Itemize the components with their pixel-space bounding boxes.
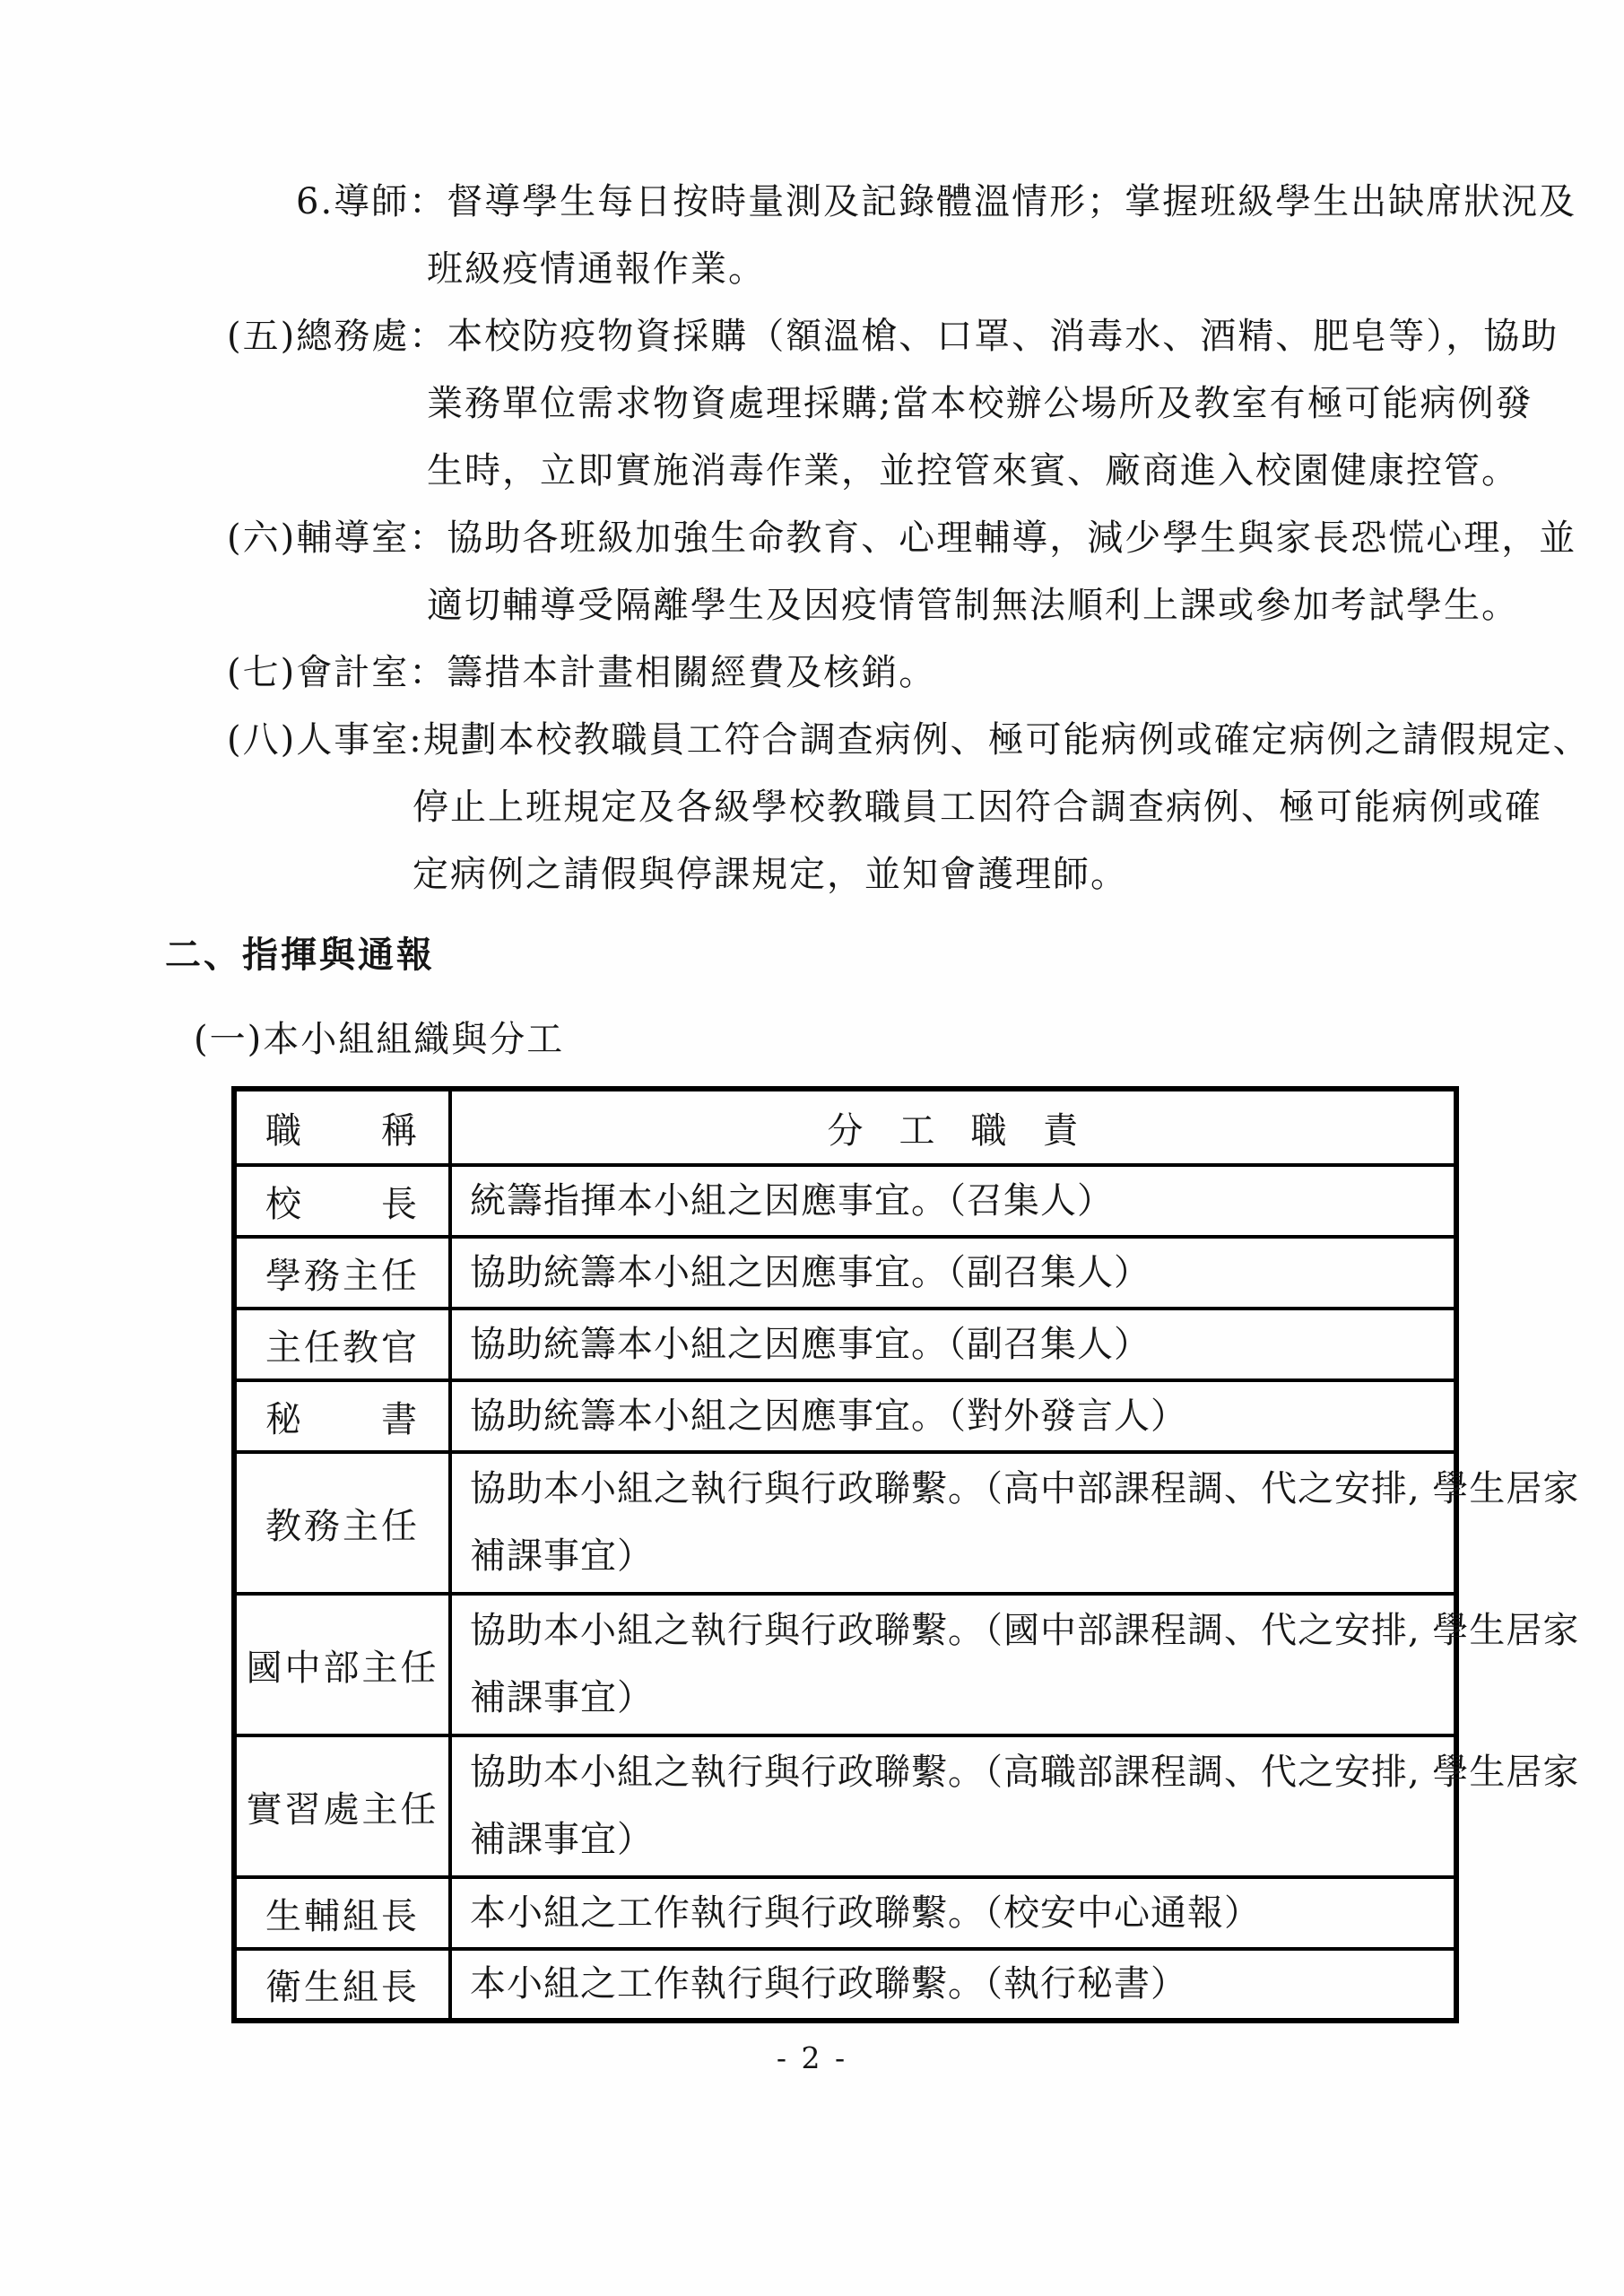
- table-row: [234, 1735, 1456, 1877]
- row-title: 學務主任: [265, 1255, 420, 1297]
- row-duty-cell: [450, 1380, 1456, 1452]
- duty-line-text: 協助統籌本小組之因應事宜。（對外發言人）: [470, 1395, 1187, 1437]
- table-header-row: [234, 1089, 1456, 1165]
- row-title: 國中部主任: [246, 1647, 439, 1689]
- para-teacher-duty-line-1: 6.導師：督導學生每日按時量測及記錄體溫情形；掌握班級學生出缺席狀況及: [296, 181, 1577, 222]
- table-row: [234, 1309, 1456, 1380]
- column-header-title: 職 稱: [234, 1089, 450, 1165]
- duty-line-text: 本小組之工作執行與行政聯繫。（校安中心通報）: [470, 1892, 1261, 1934]
- para-teacher-duty-line-2: 班級疫情通報作業。: [427, 248, 766, 290]
- org-table: [231, 1086, 1580, 2023]
- table-row: [234, 1165, 1456, 1237]
- row-duty-cell: [450, 1452, 1580, 1594]
- para-personnel-office-line-3: 定病例之請假與停課規定，並知會護理師。: [413, 854, 1128, 895]
- duty-line-text: 補課事宜）: [470, 1535, 654, 1577]
- table-row: [234, 1237, 1456, 1309]
- row-title-cell: [234, 1237, 450, 1309]
- row-title: 秘 書: [265, 1398, 420, 1440]
- row-title: 衛生組長: [265, 1967, 420, 2008]
- body-paragraphs: [0, 0, 1624, 909]
- row-title-cell: [234, 1594, 450, 1735]
- row-title: 實習處主任: [246, 1788, 439, 1831]
- row-title-cell: [234, 1949, 450, 2021]
- row-duty-cell: [450, 1735, 1580, 1877]
- duty-line-text: 協助本小組之執行與行政聯繫。（高中部課程調、代之安排, 學生居家: [470, 1468, 1580, 1509]
- row-duty-cell: [450, 1165, 1456, 1237]
- duty-line-text: 本小組之工作執行與行政聯繫。（執行秘書）: [470, 1963, 1187, 2005]
- row-title-cell: [234, 1309, 450, 1380]
- row-duty-cell: [450, 1309, 1456, 1380]
- row-duty-cell: [450, 1949, 1456, 2021]
- row-title-cell: [234, 1735, 450, 1877]
- para-counseling-office-line-2: 適切輔導受隔離學生及因疫情管制無法順利上課或參加考試學生。: [427, 585, 1519, 626]
- duty-line-text: 協助統籌本小組之因應事宜。（副召集人）: [470, 1251, 1151, 1293]
- row-title-cell: [234, 1452, 450, 1594]
- para-personnel-office-line-1: (八)人事室:規劃本校教職員工符合調查病例、極可能病例或確定病例之請假規定、: [227, 719, 1591, 761]
- table-row: [234, 1594, 1456, 1735]
- para-accounting-office-line-1: (七)會計室：籌措本計畫相關經費及核銷。: [227, 652, 937, 693]
- duty-line-text: 補課事宜）: [470, 1677, 654, 1718]
- page-number: - 2 -: [776, 2040, 848, 2075]
- column-header-duty: 分 工 職 責: [450, 1089, 1456, 1165]
- para-general-affairs-office-line-1: (五)總務處：本校防疫物資採購（額溫槍、口罩、消毒水、酒精、肥皂等），協助: [227, 316, 1559, 357]
- section-subheading: (一)本小組組織與分工: [194, 1019, 565, 1060]
- duty-line-text: 協助本小組之執行與行政聯繫。（高職部課程調、代之安排, 學生居家: [470, 1752, 1580, 1793]
- row-title-cell: [234, 1165, 450, 1237]
- para-general-affairs-office-line-2: 業務單位需求物資處理採購;當本校辦公場所及教室有極可能病例發: [427, 383, 1533, 424]
- duty-line-text: 協助統籌本小組之因應事宜。（副召集人）: [470, 1323, 1151, 1365]
- duty-line-text: 統籌指揮本小組之因應事宜。（召集人）: [470, 1179, 1114, 1222]
- table-row: [234, 1452, 1456, 1594]
- duty-line-text: 補課事宜）: [470, 1819, 654, 1860]
- row-duty-cell: [450, 1877, 1456, 1949]
- row-title-cell: [234, 1380, 450, 1452]
- table-row: [234, 1949, 1456, 2021]
- para-counseling-office-line-1: (六)輔導室：協助各班級加強生命教育、心理輔導，減少學生與家長恐慌心理，並: [227, 517, 1577, 559]
- row-duty-cell: [450, 1594, 1580, 1735]
- table-row: [234, 1380, 1456, 1452]
- row-title-cell: [234, 1877, 450, 1949]
- section-heading: 二、指揮與通報: [165, 934, 435, 976]
- duty-line-text: 協助本小組之執行與行政聯繫。（國中部課程調、代之安排, 學生居家: [470, 1610, 1580, 1651]
- row-title: 主任教官: [265, 1326, 420, 1369]
- row-duty-cell: [450, 1237, 1456, 1309]
- row-title: 校 長: [265, 1183, 420, 1225]
- para-personnel-office-line-2: 停止上班規定及各級學校教職員工因符合調查病例、極可能病例或確: [413, 787, 1542, 828]
- para-general-affairs-office-line-3: 生時，立即實施消毒作業，並控管來賓、廠商進入校園健康控管。: [427, 450, 1519, 491]
- table-row: [234, 1877, 1456, 1949]
- row-title: 教務主任: [265, 1505, 420, 1547]
- row-title: 生輔組長: [265, 1895, 420, 1937]
